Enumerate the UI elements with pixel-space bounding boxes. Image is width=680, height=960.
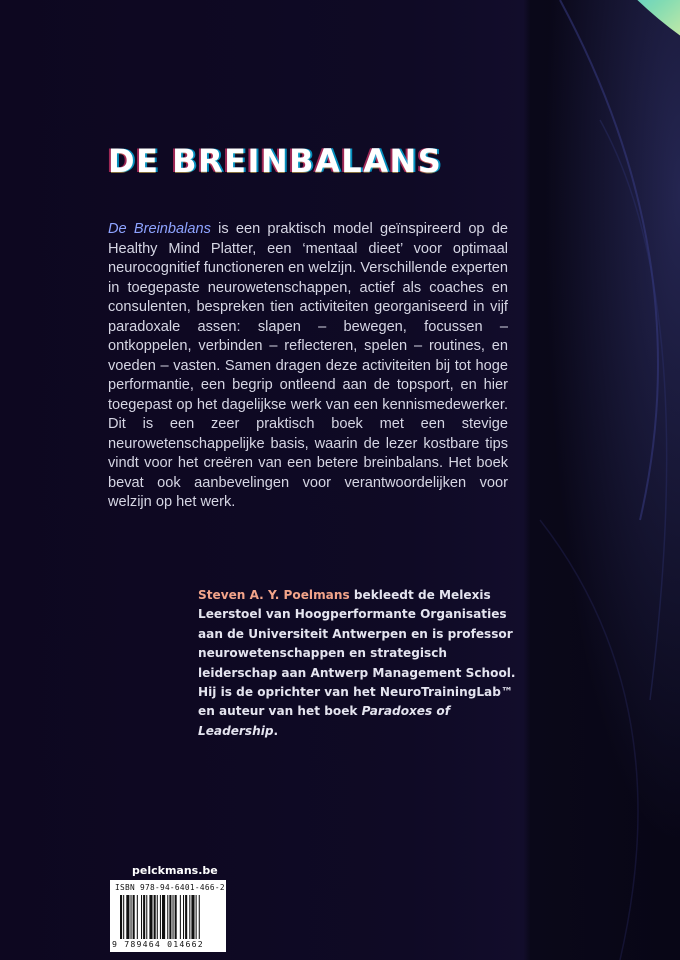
barcode-bar <box>173 895 174 939</box>
book-title: DE BREINBALANS <box>108 142 443 180</box>
barcode-bar <box>189 895 190 939</box>
author-name: Steven A. Y. Poelmans <box>198 588 350 602</box>
barcode-bar <box>120 895 122 939</box>
isbn-label: ISBN 978-94-6401-466-2 <box>115 883 225 892</box>
barcode-bar <box>131 895 132 939</box>
barcode-bar <box>146 895 147 939</box>
barcode-bar <box>157 895 158 939</box>
barcode-digits: 9 789464 014662 <box>112 939 204 949</box>
author-bio <box>198 586 518 741</box>
barcode-bar <box>149 895 152 939</box>
barcode-bar <box>141 895 142 939</box>
description-text: is een praktisch model geïnspireerd op de Healthy Mind Platter, een ‘mentaal dieet’ voor optimaal neurocognitief functioneren en welzijn. Verschillende experten in toegepaste neurowetenschappen, actief als coaches en consulenten, bespreken tien activiteiten georganiseerd in vijf paradoxale assen: slapen – bewegen, focussen – ontkoppelen, verbinden – reflecteren, spelen – routines, en voeden – vasten. Samen dragen deze activiteiten bij tot hoge performantie, een begrip ontleend aan de topsport, en hier toegepast op het dagelijkse werk van een kennismedewerker. Dit is een zeer praktisch boek met een stevige neurowetenschappelijke basis, waarin de lezer kostbare tips vindt voor het creëren van een betere breinbalans. Het boek bevat ook aanbevelingen voor verantwoordelijken voor welzijn op het werk. <box>108 221 508 510</box>
barcode-bar <box>199 895 200 939</box>
barcode-bar <box>183 895 184 939</box>
barcode-bar <box>143 895 145 939</box>
barcode-bar <box>191 895 194 939</box>
author-bio-text: bekleedt de Melexis Leerstoel van Hoogperformante Organisaties aan de Universiteit Antwerpen en is professor neurowetenschappen en strategisch leiderschap aan Antwerp Management School. Hij is de oprichter van het NeuroTrainingLab™ en auteur van het boek <box>198 588 516 719</box>
barcode-bar <box>167 895 168 939</box>
barcode-bar <box>185 895 187 939</box>
barcode-bar <box>126 895 129 939</box>
barcode-bar <box>180 895 181 939</box>
barcode-bar <box>133 895 135 939</box>
barcode-bar <box>169 895 171 939</box>
barcode-bar <box>175 895 177 939</box>
barcode-bar <box>162 895 165 939</box>
isbn-barcode <box>110 880 226 952</box>
author-bio-end: . <box>273 723 279 738</box>
author-book-title: Paradoxes of Leadership <box>198 704 450 738</box>
description-italic-title: De Breinbalans <box>108 221 211 237</box>
barcode-bar <box>196 895 197 939</box>
barcode-bars <box>120 895 224 939</box>
barcode-bar <box>154 895 156 939</box>
barcode-bar <box>160 895 161 939</box>
book-description <box>108 220 508 513</box>
publisher-website: pelckmans.be <box>132 864 218 877</box>
barcode-bar <box>137 895 138 939</box>
barcode-bar <box>123 895 124 939</box>
